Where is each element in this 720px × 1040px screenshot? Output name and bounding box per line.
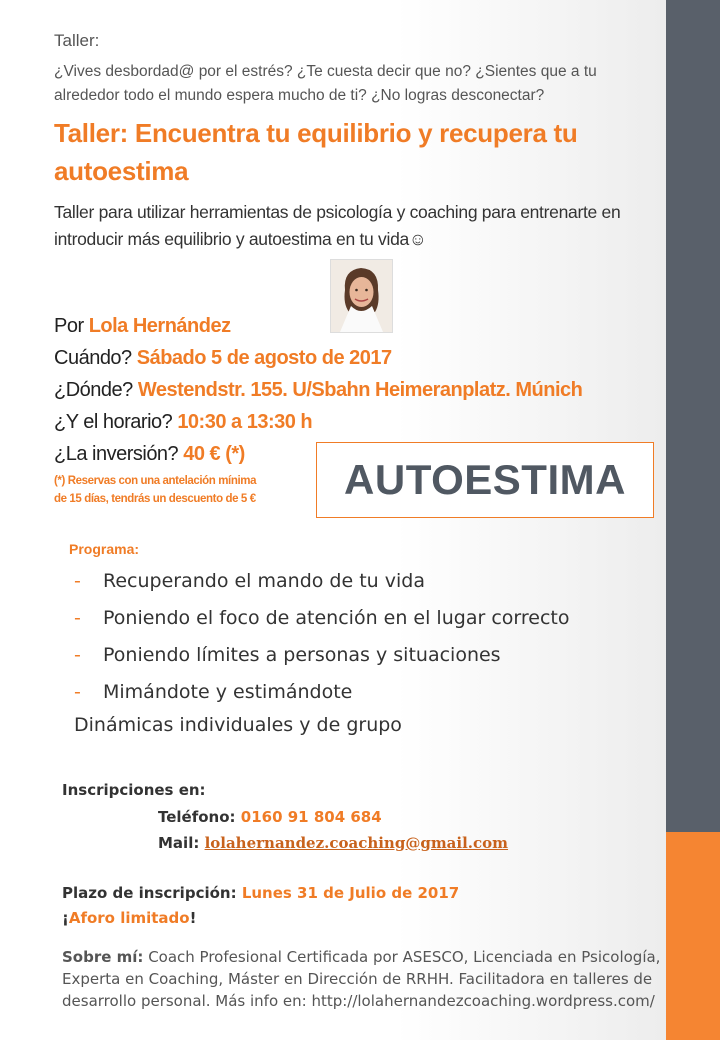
sobre-label: Sobre mí:: [62, 948, 144, 966]
discount-note-line2: de 15 días, tendrás un descuento de 5 €: [54, 493, 256, 505]
mail-label: Mail:: [158, 834, 205, 852]
programa-label: Programa:: [69, 541, 140, 557]
cuando-line: [54, 347, 392, 370]
list-item-text: Poniendo límites a personas y situaciones: [103, 644, 501, 666]
page-title: Taller: Encuentra tu equilibrio y recupera tu autoestima: [54, 118, 578, 186]
plazo-line: [62, 884, 459, 902]
inversion-value: 40 € (*): [183, 443, 245, 465]
horario-line: [54, 411, 312, 434]
inscripciones-label: Inscripciones en:: [62, 781, 206, 799]
list-item-text: Mimándote y estimándote: [103, 681, 353, 703]
list-item: [74, 567, 569, 604]
dash-bullet: -: [74, 681, 81, 703]
aforo-line: [62, 909, 196, 927]
author-name: Lola Hernández: [88, 315, 231, 337]
sidebar-dark-stripe: [666, 0, 720, 832]
taller-label: Taller:: [54, 31, 100, 50]
cuando-label: Cuándo?: [54, 347, 137, 369]
list-item: [74, 678, 569, 715]
dash-bullet: -: [74, 570, 81, 592]
aforo-pre: ¡: [62, 909, 69, 927]
telefono-label: Teléfono:: [158, 808, 241, 826]
dinamicas-text: Dinámicas individuales y de grupo: [74, 714, 402, 736]
dash-bullet: -: [74, 644, 81, 666]
telefono-value[interactable]: 0160 91 804 684: [240, 808, 382, 826]
list-item: [74, 641, 569, 678]
cuando-value: Sábado 5 de agosto de 2017: [136, 347, 392, 369]
telefono-line: [158, 808, 382, 826]
dash-bullet: -: [74, 607, 81, 629]
discount-note: [54, 472, 256, 508]
intro-text: ¿Vives desbordad@ por el estrés? ¿Te cuesta decir que no? ¿Sientes que a tu alrededor todo el mundo espera mucho de ti? ¿No logras desconectar?: [54, 63, 597, 104]
por-line: [54, 315, 231, 338]
portrait-photo: [330, 259, 393, 333]
autoestima-badge: AUTOESTIMA: [316, 442, 654, 518]
list-item-text: Recuperando el mando de tu vida: [103, 570, 425, 592]
sidebar-orange-stripe: [666, 832, 720, 1040]
discount-note-line1: (*) Reservas con una antelación mínima: [54, 475, 257, 487]
horario-value: 10:30 a 13:30 h: [177, 411, 313, 433]
plazo-label: Plazo de inscripción:: [62, 884, 242, 902]
subtitle: Taller para utilizar herramientas de psicología y coaching para entrenarte en introducir más equilibrio y autoestima en tu vida☺: [54, 202, 621, 249]
aforo-post: !: [189, 909, 197, 927]
donde-value: Westendstr. 155. U/Sbahn Heimeranplatz. Múnich: [137, 379, 583, 401]
mail-link[interactable]: lolahernandez.coaching@gmail.com: [204, 834, 509, 852]
programa-list: [74, 567, 569, 715]
donde-line: [54, 379, 582, 402]
horario-label: ¿Y el horario?: [54, 411, 178, 433]
list-item: [74, 604, 569, 641]
inversion-label: ¿La inversión?: [54, 443, 184, 465]
donde-label: ¿Dónde?: [54, 379, 138, 401]
aforo-value: Aforo limitado: [68, 909, 190, 927]
plazo-value: Lunes 31 de Julio de 2017: [241, 884, 460, 902]
mail-line: [158, 834, 508, 852]
inversion-line: [54, 443, 245, 466]
por-label: Por: [54, 315, 89, 337]
list-item-text: Poniendo el foco de atención en el lugar correcto: [103, 607, 570, 629]
sobre-mi: [62, 946, 662, 1012]
sobre-text: Coach Profesional Certificada por ASESCO, Licenciada en Psicología, Experta en Coaching, Máster en Dirección de RRHH. Facilitadora en talleres de desarrollo personal. Más info en: http://lolahernandezcoaching.wordpress.com/: [62, 948, 661, 1010]
